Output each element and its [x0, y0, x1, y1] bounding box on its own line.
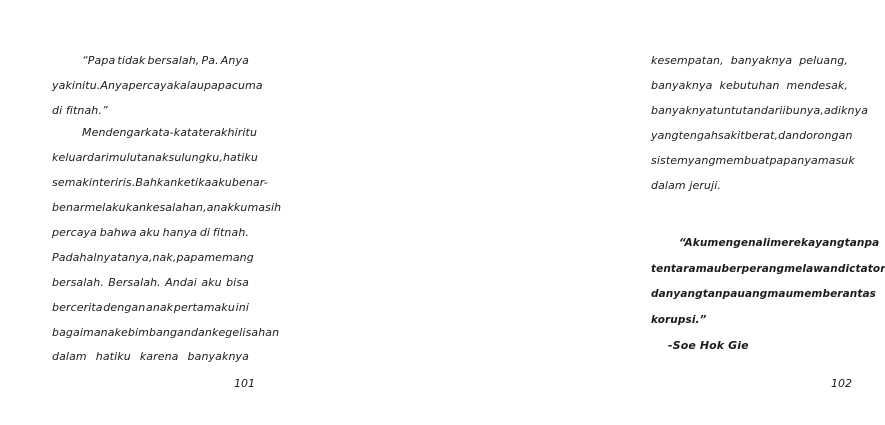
word: banyaknya: [187, 350, 249, 363]
word: Andai: [165, 276, 197, 289]
word: aku: [211, 176, 232, 189]
word: ketika: [177, 176, 212, 189]
word: kegelisahan: [211, 326, 280, 339]
text-line: [651, 262, 885, 275]
word: benar: [52, 201, 85, 214]
word: kesalahan,: [146, 201, 207, 214]
word: mendesak,: [786, 79, 848, 92]
word: hanya: [162, 226, 198, 239]
text-line: [651, 154, 855, 167]
text-line: [651, 104, 869, 117]
word: yang: [815, 237, 845, 249]
word: bersalah,: [147, 54, 200, 67]
word: dalam: [52, 350, 87, 363]
text-line: [52, 176, 268, 189]
text-line: [651, 314, 848, 326]
quote-attribution: -Soe Hok Gie: [668, 339, 749, 352]
word: tuntutan: [712, 104, 761, 117]
word: kebutuhan: [719, 79, 780, 92]
word: “Aku: [679, 237, 708, 249]
word: pertamaku: [173, 301, 235, 314]
word: melawan: [784, 262, 838, 275]
word: di: [199, 226, 211, 239]
text-line: [52, 251, 254, 264]
word: Bersalah.: [108, 276, 161, 289]
word: banyaknya: [651, 104, 713, 117]
word: sistem: [651, 154, 688, 167]
word: papanya: [769, 154, 818, 167]
word: memang: [204, 251, 254, 264]
word: masuk: [817, 154, 855, 167]
word: kesempatan,: [651, 54, 724, 67]
text-line: [651, 129, 853, 142]
word: peluang,: [799, 54, 848, 67]
word: anak: [141, 151, 169, 164]
word: tentara: [651, 262, 696, 275]
line-text: di fitnah.”: [52, 104, 108, 117]
word: dan: [778, 129, 800, 142]
page-number-right: 102: [831, 377, 852, 390]
word: nak,: [152, 251, 177, 264]
word: kata-kata: [145, 126, 199, 139]
word: itu: [242, 126, 258, 139]
word: mau: [767, 288, 794, 300]
word: aku: [201, 276, 222, 289]
word: tidak: [117, 54, 146, 67]
word: dan: [190, 326, 212, 339]
word: percaya: [52, 226, 98, 239]
word: terakhir: [198, 126, 243, 139]
word: itu.: [82, 79, 101, 92]
text-line: [82, 126, 258, 139]
word: membuat: [715, 154, 770, 167]
text-line: [82, 54, 249, 67]
word: aku: [139, 226, 160, 239]
left-page: [0, 0, 300, 425]
text-line: [52, 201, 282, 214]
word: hatiku: [222, 151, 258, 164]
word: Pa.: [201, 54, 219, 67]
word: berperang: [721, 262, 785, 275]
word: melakukan: [84, 201, 147, 214]
text-line: [679, 237, 880, 249]
line-text: dalam jeruji.: [651, 179, 721, 192]
word: bisa: [226, 276, 249, 289]
text-line: [651, 54, 848, 67]
text-line: [52, 104, 249, 117]
word: cuma: [231, 79, 263, 92]
word: yang: [651, 129, 679, 142]
word: sakit: [717, 129, 745, 142]
word: tanpa: [702, 288, 738, 300]
word: hatiku: [95, 350, 131, 363]
word: teriris.: [99, 176, 136, 189]
word: papa: [203, 79, 232, 92]
word: dari: [760, 104, 783, 117]
word: benar-: [231, 176, 268, 189]
word: bercerita: [52, 301, 103, 314]
word: berat,: [744, 129, 779, 142]
text-line: [52, 350, 249, 363]
word: nyatanya,: [96, 251, 153, 264]
word: Mendengar: [82, 126, 146, 139]
word: tengah: [678, 129, 718, 142]
text-line: [52, 79, 263, 92]
word: bahwa: [99, 226, 137, 239]
word: fitnah.: [212, 226, 249, 239]
word: mengenali: [707, 237, 771, 249]
word: mulut: [108, 151, 142, 164]
word: “Papa: [82, 54, 116, 67]
word: Bahkan: [135, 176, 178, 189]
word: bersalah.: [52, 276, 104, 289]
word: dictator: [837, 262, 885, 275]
word: tanpa: [844, 237, 880, 249]
word: dorongan: [799, 129, 853, 142]
word: ini: [235, 301, 249, 314]
text-line: [52, 301, 249, 314]
page-number-left: 101: [234, 377, 255, 390]
word: ibunya,: [782, 104, 824, 117]
word: semakin: [52, 176, 100, 189]
text-line: [52, 276, 249, 289]
word: kalau: [173, 79, 204, 92]
word: bagaimana: [52, 326, 115, 339]
word: banyaknya: [651, 79, 713, 92]
line-text: korupsi.”: [651, 313, 707, 326]
text-line: [651, 179, 848, 192]
text-line: [651, 79, 848, 92]
word: papa: [176, 251, 205, 264]
word: mau: [695, 262, 722, 275]
word: keluar: [52, 151, 88, 164]
word: sulungku,: [168, 151, 223, 164]
word: uang: [737, 288, 768, 300]
word: dari: [87, 151, 109, 164]
word: memberantas: [793, 288, 877, 300]
text-line: [52, 326, 280, 339]
word: Padahal: [52, 251, 97, 264]
word: adiknya: [823, 104, 869, 117]
word: dengan: [103, 301, 146, 314]
word: dan: [651, 288, 674, 300]
word: masih: [247, 201, 282, 214]
word: kebimbangan: [114, 326, 191, 339]
word: yang: [673, 288, 703, 300]
word: anak: [146, 301, 174, 314]
right-page: [300, 0, 885, 425]
text-line: [52, 226, 249, 239]
text-line: [651, 288, 877, 300]
word: yakin: [52, 79, 83, 92]
word: anakku: [206, 201, 248, 214]
word: karena: [139, 350, 179, 363]
word: mereka: [770, 237, 816, 249]
word: percaya: [128, 79, 174, 92]
word: Anya: [220, 54, 249, 67]
text-line: [52, 151, 258, 164]
word: Anya: [100, 79, 129, 92]
word: yang: [687, 154, 716, 167]
word: banyaknya: [730, 54, 793, 67]
